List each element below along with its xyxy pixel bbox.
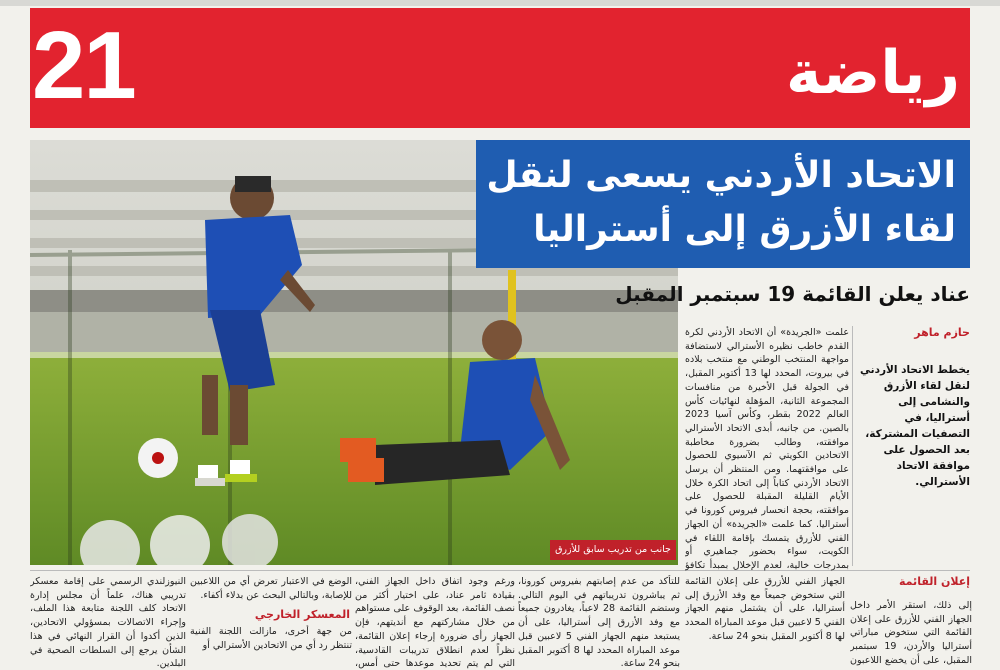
body-column-4: ورغم وجود اتفاق داخل الجهاز الفني، بقيادة ثامر عناد، على اختيار أكثر من نصف القائمة، بعد الوقوف على مستواهم من خلال مشاركتهم مع أنديتهم، فإن الجهاز رأى ضرورة إرجاء إعلان القائمة، نظراً لعدم انطلاق تدريبات القادسية، التي لم يتم تحديد موعدها حتى أمس،	[355, 576, 515, 670]
photo-caption: جانب من تدريب سابق للأزرق	[550, 540, 676, 560]
body-column-1b: إلى ذلك، استقر الأمر داخل الجهاز الفني للأزرق على إعلان القائمة التي ستخوض مباراتي أستراليا والأردن، 19 سبتمبر المقبل، على أن يخضع اللاعبون	[850, 600, 972, 666]
subhead-camp: المعسكر الخارجي	[254, 608, 350, 621]
lead-paragraph: يخطط الاتحاد الأردني لنقل لقاء الأزرق والنشامى إلى أستراليا، في التصفيات المشتركة، بعد الحصول على موافقة الاتحاد الأسترالي.	[860, 364, 970, 488]
column-divider	[852, 326, 853, 566]
headline-line-1: الاتحاد الأردني يسعى لنقل	[486, 155, 956, 196]
football	[138, 438, 178, 478]
body-column-5: الوضع في الاعتبار تعرض أي من اللاعبين للإصابة، وبالتالي البحث عن بدلاء أكفاء.	[190, 576, 352, 601]
subhead-list: إعلان القائمة	[899, 575, 970, 588]
body-column-1: علمت «الجريدة» أن الاتحاد الأردني لكرة القدم خاطب نظيره الأسترالي لاستضافة مواجهة المنتخب الوطني مع منتخب بلاده في بيروت، المحدد لها 13 أكتوبر المقبل، في الجولة قبل الأخيرة من منافسات المجموعة الثانية، المؤهلة لنهائيات كأس العالم 2022 بقطر، وكأس آسيا 2023 بالصين. من جانبه، أبدى الاتحاد الأسترالي موافقته، وطالب بضرورة مخاطبة الاتحادين الكويتي ثم الآسيوي للحصول على موافقتهما. ومن المنتظر أن يرسل الاتحاد الأردني كتاباً إلى اتحاد الكرة خلال الأيام القليلة المقبلة للحصول على موافقته، بحجة انحسار فيروس كورونا في أستراليا. كما علمت «الجريدة» أن الجهاز الفني للأزرق يتمسك بإقامة اللقاء في الكويت، سواء بحضور جماهيري أو بمدرجات خالية، لعدم الإخلال بمبدأ تكافؤ	[685, 327, 849, 571]
body-column-5b: من جهة أخرى، مازالت اللجنة الفنية تنتظر رد أي من الاتحادين الأسترالي أو	[190, 626, 352, 651]
body-column-3: للتأكد من عدم إصابتهم بفيروس كورونا، ثم يباشرون تدريباتهم في اليوم التالي. وستضم القائمة 28 لاعباً، يغادرون جميعاً مع وفد الأزرق إلى أستراليا، على أن يستبعد منهم الجهاز الفني 5 لاعبين قبل موعد المباراة المحدد لها 8 أكتوبر المقبل بنحو 24 ساعة.	[518, 576, 680, 670]
author-byline: حازم ماهر	[914, 326, 970, 339]
body-column-2: الجهاز الفني للأزرق على إعلان القائمة التي ستخوض جميعاً مع وفد الأزرق إلى أستراليا، على أن يشتمل منهم الجهاز الفني 5 لاعبين قبل موعد المباراة المحدد لها 8 أكتوبر المقبل بنحو 24 ساعة.	[685, 576, 845, 642]
section-title: رياضة	[786, 38, 960, 108]
page-number: 21	[32, 12, 135, 119]
headline-line-2: لقاء الأزرق إلى أستراليا	[533, 209, 956, 250]
headline-box	[476, 140, 970, 268]
subheadline: عناد يعلن القائمة 19 سبتمبر المقبل	[615, 282, 970, 306]
top-rule	[0, 0, 1000, 6]
body-column-6: النيوزلندي الرسمي على إقامة معسكر تدريبي هناك، علماً أن مجلس إدارة الاتحاد كلف اللجنة متابعة هذا الملف، وإجراء الاتصالات بمسؤولي الاتحادين، الذين أكدوا أن القرار النهائي في هذا الشأن يرجع إلى السلطات الصحية في البلدين.	[30, 576, 186, 670]
